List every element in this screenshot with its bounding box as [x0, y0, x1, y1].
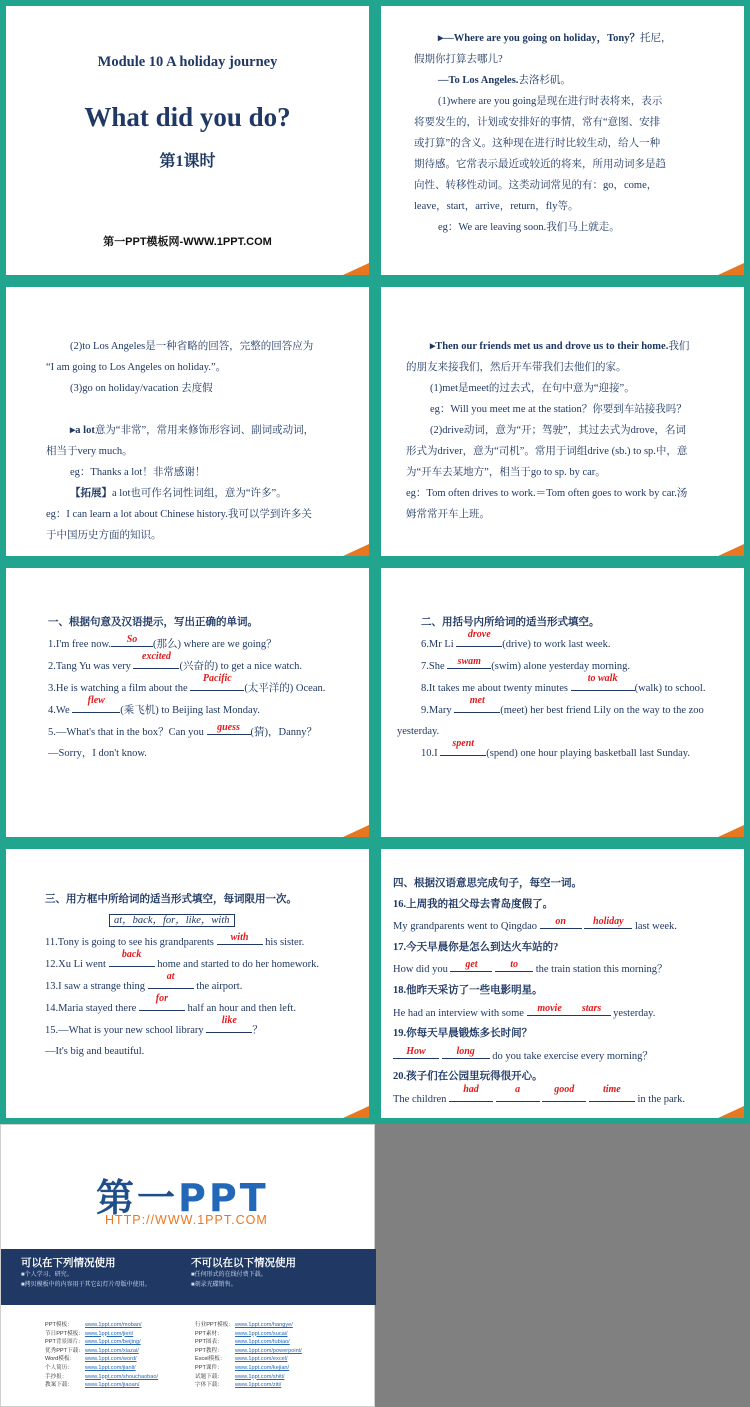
answer-blank: [589, 1083, 635, 1102]
answer-blank: [495, 958, 533, 972]
can-use-title: 可以在下列情况使用: [21, 1257, 116, 1269]
answer-text: time: [602, 1083, 621, 1095]
question-text: home and started to do her homework.: [154, 959, 320, 970]
link-row[interactable]: [45, 1381, 158, 1390]
corner-decoration: [718, 263, 744, 275]
answer-blank: [148, 971, 194, 989]
link-url[interactable]: www.1ppt.com/hangye/: [235, 1322, 293, 1328]
slide-2-text: [414, 28, 672, 238]
answer-blank: [206, 1015, 252, 1033]
link-row[interactable]: [195, 1364, 302, 1373]
question-text: 8.It takes me about twenty minutes: [421, 683, 571, 694]
link-label: 个人简历：: [45, 1364, 73, 1371]
answer-text: flew: [87, 695, 105, 706]
answer-text: movie: [537, 1002, 562, 1014]
slide-4[interactable]: [375, 281, 750, 562]
link-row[interactable]: [195, 1381, 302, 1390]
link-label: 字体下载：: [195, 1382, 223, 1389]
question-text: (兴奋的) to get a nice watch.: [179, 661, 302, 672]
link-label: PPT模板：: [45, 1322, 73, 1328]
slide-4-text: [406, 336, 689, 525]
answer-blank: [447, 655, 491, 669]
link-row[interactable]: [195, 1373, 302, 1382]
answer-blank: [133, 651, 179, 669]
link-url[interactable]: www.1ppt.com/powerpoint/: [235, 1347, 302, 1354]
question-text: (meet) her best friend Lily on the way to the zoo: [500, 705, 704, 716]
question-text: 4.We: [48, 705, 73, 716]
usage-band: [1, 1249, 376, 1305]
answer-text: holiday: [593, 916, 624, 928]
link-row[interactable]: [195, 1347, 302, 1356]
cannot-use-item: ■刻录光碟销售。: [191, 1282, 237, 1288]
question-text: last week.: [632, 921, 677, 933]
link-label: PPT背景图片：: [45, 1339, 84, 1346]
text-line: eg：Tom often drives to work.＝Tom often goes to work by car.汤: [406, 488, 688, 499]
question-text: do you take exercise every morning？: [489, 1050, 653, 1062]
text-line: 去洛杉矶。: [518, 75, 571, 86]
link-row[interactable]: [45, 1364, 158, 1373]
link-row[interactable]: [195, 1355, 302, 1364]
can-use-item: ■拷贝模板中的内容用于其它幻灯片母版中使用。: [21, 1282, 151, 1288]
link-label: 手抄报：: [45, 1373, 68, 1380]
slide-4-content: [381, 287, 744, 556]
question-text: (spend) one hour playing basketball last Sunday.: [486, 748, 690, 759]
answer-text: with: [230, 932, 249, 943]
question-text: The children: [393, 1093, 449, 1105]
question-text: 2.Tang Yu was very: [48, 661, 134, 672]
question-text: —It's big and beautiful.: [45, 1046, 145, 1057]
link-label: 试题下载：: [195, 1373, 223, 1380]
question-text: (walk) to school.: [634, 683, 706, 694]
question-text: 14.Maria stayed there: [45, 1003, 139, 1014]
answer-blank: [496, 1083, 540, 1102]
link-url[interactable]: www.1ppt.com/tubiao/: [235, 1339, 290, 1346]
module-title: Module 10 A holiday journey: [97, 54, 278, 70]
answer-text: guess: [217, 722, 240, 733]
slide-7[interactable]: [0, 843, 375, 1124]
question-text: yesterday.: [610, 1007, 656, 1019]
answer-text: good: [554, 1083, 575, 1095]
question-text: 6.Mr Li: [421, 639, 457, 650]
question-text: 17.今天早晨你是怎么到达火车站的?: [393, 941, 559, 953]
answer-text: How: [406, 1045, 426, 1057]
link-label: 节日PPT模板：: [45, 1330, 84, 1337]
can-use-item: ■个人学习、研究。: [21, 1272, 73, 1278]
link-row[interactable]: [45, 1373, 158, 1382]
question-text: in the park.: [634, 1093, 686, 1105]
link-row[interactable]: [45, 1347, 158, 1356]
slide-1[interactable]: [0, 0, 375, 281]
text-line: (2)drive动词，意为“开；驾驶”，其过去式为drove，名词: [430, 425, 687, 436]
link-row[interactable]: [195, 1338, 302, 1347]
question-text: 13.I saw a strange thing: [45, 981, 148, 992]
question-text: 7.She: [421, 661, 448, 672]
answer-blank: [454, 695, 500, 713]
question-text: ？: [252, 1025, 263, 1036]
link-label: PPT素材：: [195, 1330, 223, 1337]
link-label: PPT教程：: [195, 1347, 223, 1354]
text-line: eg：Thanks a lot！非常感谢！: [70, 467, 206, 478]
link-url[interactable]: www.1ppt.com/jieri/: [85, 1330, 134, 1337]
answer-text: excited: [142, 651, 171, 662]
answer-blank: [111, 633, 153, 647]
question-text: yesterday.: [397, 726, 440, 737]
link-row[interactable]: [45, 1321, 158, 1330]
question-text: (swim) alone yesterday morning.: [491, 661, 631, 672]
link-url[interactable]: www.1ppt.com/shiti/: [235, 1373, 285, 1380]
slide-6-content: [381, 568, 744, 837]
text-line: (1)met是meet的过去式，在句中意为“迎接”。: [430, 383, 635, 394]
text-line: 姆常常开车上班。: [406, 509, 490, 520]
text-line: 【拓展】: [70, 488, 112, 499]
answer-text: a: [515, 1083, 521, 1095]
corner-decoration: [343, 544, 369, 556]
answer-text: met: [469, 695, 485, 706]
answer-blank: [542, 1083, 586, 1102]
slide-6-text: [397, 612, 705, 764]
answer-text: had: [463, 1083, 479, 1095]
question-text: —Sorry，I don't know.: [48, 748, 147, 759]
link-url[interactable]: www.1ppt.com/sucai/: [235, 1330, 288, 1337]
word-box: at，back，for，like，with: [109, 914, 235, 927]
question-text: 18.他昨天采访了一些电影明星。: [393, 984, 543, 996]
text-line: 向性、转移性动词。这类动词常见的有：go，come，: [414, 180, 658, 191]
answer-text: drove: [467, 629, 491, 640]
slide-5-content: [6, 568, 369, 837]
text-line: leave，start，arrive，return，fly等。: [414, 201, 579, 212]
text-line: —To Los Angeles.: [438, 75, 519, 86]
answer-blank: [139, 993, 185, 1011]
text-line: 于中国历史方面的知识。: [46, 530, 162, 541]
slide-3[interactable]: [0, 281, 375, 562]
question-text: 15.—What is your new school library: [45, 1025, 207, 1036]
answer-text: to: [510, 959, 518, 971]
slide-8[interactable]: [375, 843, 750, 1124]
link-row[interactable]: [45, 1338, 158, 1347]
text-line: 意为“非常”，常用来修饰形容词、副词或动词，: [94, 425, 315, 436]
text-line: ▸Then our friends met us and drove us to their home.: [430, 341, 669, 352]
links-right: [195, 1321, 302, 1390]
answer-blank: [393, 1045, 439, 1059]
question-text: 20.孩子们在公园里玩得很开心。: [393, 1071, 543, 1083]
link-url[interactable]: www.1ppt.com/jiaoan/: [85, 1382, 140, 1389]
question-text: (太平洋的) Ocean.: [244, 683, 326, 694]
slide-1-content: [6, 6, 369, 275]
slide-7-text: [45, 889, 319, 1062]
link-label: PPT课件：: [195, 1364, 223, 1371]
question-text: his sister.: [262, 937, 305, 948]
text-line: eg：We are leaving soon.我们马上就走。: [438, 222, 620, 233]
text-line: 为“开车去某地方”，相当于go to sp. by car。: [406, 467, 606, 478]
answer-blank: [440, 738, 486, 756]
text-line: 将要发生的，计划或安排好的事情，常有“意图、安排: [414, 117, 661, 128]
link-url[interactable]: www.1ppt.com/kejian/: [235, 1364, 290, 1371]
text-line: eg：I can learn a lot about Chinese history.我可以学到许多关: [46, 509, 312, 520]
question-text: 11.Tony is going to see his grandparents: [45, 937, 217, 948]
brand-url: HTTP://WWW.1PPT.COM: [105, 1213, 268, 1227]
question-text: 19.你每天早晨锻炼多长时间？: [393, 1028, 533, 1040]
question-text: 10.I: [421, 748, 441, 759]
text-line: 相当于very much。: [46, 446, 133, 457]
answer-text: swam: [457, 656, 481, 667]
logo-text: PPT: [178, 1176, 269, 1220]
corner-decoration: [718, 1106, 744, 1118]
link-url[interactable]: www.1ppt.com/xiazai/: [85, 1347, 139, 1354]
text-line: 托尼，: [640, 33, 672, 44]
link-label: Excel模板：: [195, 1356, 226, 1363]
slide-2-content: [381, 6, 744, 275]
text-line: (3)go on holiday/vacation 去度假: [70, 383, 213, 394]
logo-text: 第一: [96, 1176, 179, 1220]
exercise-heading: 一、根据句意及汉语提示，写出正确的单词。: [48, 617, 258, 628]
corner-decoration: [718, 544, 744, 556]
link-label: 优秀PPT下载：: [45, 1347, 84, 1354]
slide-8-content: [381, 849, 744, 1118]
question-text: 3.He is watching a film about the: [48, 683, 191, 694]
text-line: 形式为driver，意为“司机”。常用于词组drive (sb.) to sp.中，意: [406, 446, 688, 457]
text-line: a lot也可作名词性词组，意为“许多”。: [112, 488, 287, 499]
answer-text: at: [166, 971, 175, 982]
site-label: 第一PPT模板网-WWW.1PPT.COM: [103, 236, 272, 248]
answer-text: stars: [581, 1002, 602, 1014]
text-line: eg：Will you meet me at the station？你要到车站接我吗？: [430, 404, 687, 415]
link-url[interactable]: www.1ppt.com/beijing/: [85, 1339, 141, 1346]
question-text: 5.—What's that in the box？Can you: [48, 727, 207, 738]
slide-5-text: [48, 612, 325, 764]
question-text: 12.Xu Li went: [45, 959, 109, 970]
link-row[interactable]: [45, 1330, 158, 1339]
slide-3-content: [6, 287, 369, 556]
link-url[interactable]: www.1ppt.com/moban/: [85, 1322, 142, 1328]
answer-blank: [190, 673, 244, 691]
question-text: the airport.: [193, 981, 243, 992]
answer-text: to walk: [587, 673, 618, 684]
text-line: 假期你打算去哪儿?: [414, 54, 503, 65]
lesson-number: 第1课时: [159, 153, 216, 170]
answer-text: spent: [452, 738, 475, 749]
link-label: 行业PPT模板：: [195, 1322, 234, 1328]
slide-6[interactable]: [375, 562, 750, 843]
slide-7-content: [6, 849, 369, 1118]
text-line: 期待感。它常表示最近或较近的将来，所用动词多是趋: [414, 159, 666, 170]
question-text: (乘飞机) to Beijing last Monday.: [120, 705, 260, 716]
question-text: (那么) where are we going？: [153, 639, 277, 650]
can-use-column: [21, 1255, 151, 1290]
exercise-heading: 二、用括号内所给词的适当形式填空。: [421, 617, 600, 628]
answer-text: long: [456, 1045, 475, 1057]
question-text: 9.Mary: [421, 705, 455, 716]
link-url[interactable]: www.1ppt.com/ziti/: [235, 1382, 282, 1389]
text-line: 我们: [668, 341, 690, 352]
answer-text: on: [555, 916, 566, 928]
exercise-heading: 四、根据汉语意思完成句子，每空一词。: [393, 878, 582, 889]
answer-blank: [573, 1002, 611, 1016]
answer-text: Pacific: [202, 673, 232, 684]
answer-text: back: [121, 949, 142, 960]
answer-blank: [217, 931, 263, 945]
link-label: PPT图表：: [195, 1339, 223, 1346]
corner-decoration: [343, 1106, 369, 1118]
link-url[interactable]: www.1ppt.com/shouchaobao/: [85, 1373, 159, 1380]
answer-blank: [456, 629, 502, 647]
question-text: (drive) to work last week.: [502, 639, 611, 650]
slide-9[interactable]: [0, 1124, 375, 1407]
link-url[interactable]: www.1ppt.com/word/: [85, 1356, 137, 1363]
question-text: He had an interview with some: [393, 1007, 527, 1019]
cannot-use-item: ■任何形式的在线付费下载。: [191, 1272, 267, 1278]
answer-blank: [442, 1045, 490, 1059]
answer-blank: [571, 673, 635, 691]
slide-2[interactable]: [375, 0, 750, 281]
answer-blank: [527, 1002, 573, 1016]
answer-blank: [584, 915, 632, 929]
exercise-heading: 三、用方框中所给词的适当形式填空，每词限用一次。: [45, 894, 297, 905]
answer-blank: [109, 949, 155, 967]
answer-text: for: [155, 993, 168, 1004]
slide-3-text: [46, 336, 314, 546]
answer-blank: [450, 958, 492, 972]
answer-blank: [449, 1083, 493, 1102]
answer-text: like: [221, 1015, 237, 1026]
lesson-title: What did you do?: [84, 102, 291, 132]
answer-blank: [207, 721, 251, 735]
question-text: 16.上周我的祖父母去青岛度假了。: [393, 898, 554, 910]
link-url[interactable]: www.1ppt.com/excel/: [235, 1356, 288, 1363]
links-left: [45, 1321, 158, 1390]
link-label: Word模板：: [45, 1356, 76, 1363]
answer-text: get: [465, 959, 478, 971]
answer-text: So: [126, 634, 138, 645]
link-row[interactable]: [195, 1330, 302, 1339]
corner-decoration: [343, 263, 369, 275]
corner-decoration: [718, 825, 744, 837]
slide-8-text: [393, 874, 685, 1111]
question-text: 1.I'm free now.: [48, 639, 112, 650]
answer-blank: [540, 915, 582, 929]
text-line: ▸a lot: [70, 425, 95, 436]
text-line: ▸—Where are you going on holiday，Tony？: [438, 33, 640, 44]
cannot-use-column: [191, 1255, 296, 1290]
corner-decoration: [343, 825, 369, 837]
text-line: 的朋友来接我们，然后开车带我们去他们的家。: [406, 362, 627, 373]
question-text: (猜)，Danny？: [250, 727, 317, 738]
question-text: the train station this morning？: [533, 964, 668, 976]
text-line: 或打算”的含义。这种现在进行时比较生动，给人一种: [414, 138, 661, 149]
link-row[interactable]: [45, 1355, 158, 1364]
text-line: “I am going to Los Angeles on holiday.”。: [46, 362, 227, 373]
question-text: half an hour and then left.: [184, 1003, 296, 1014]
link-row[interactable]: [195, 1321, 302, 1330]
text-line: (2)to Los Angeles是一种省略的回答，完整的回答应为: [70, 341, 314, 352]
link-label: 教案下载：: [45, 1382, 73, 1389]
cannot-use-title: 不可以在以下情况使用: [191, 1257, 296, 1269]
link-url[interactable]: www.1ppt.com/jianli/: [85, 1364, 136, 1371]
question-text: How did you: [393, 964, 451, 976]
slide-5[interactable]: [0, 562, 375, 843]
text-line: (1)where are you going是现在进行时表将来，表示: [438, 96, 663, 107]
answer-blank: [72, 695, 120, 713]
question-text: My grandparents went to Qingdao: [393, 921, 540, 933]
